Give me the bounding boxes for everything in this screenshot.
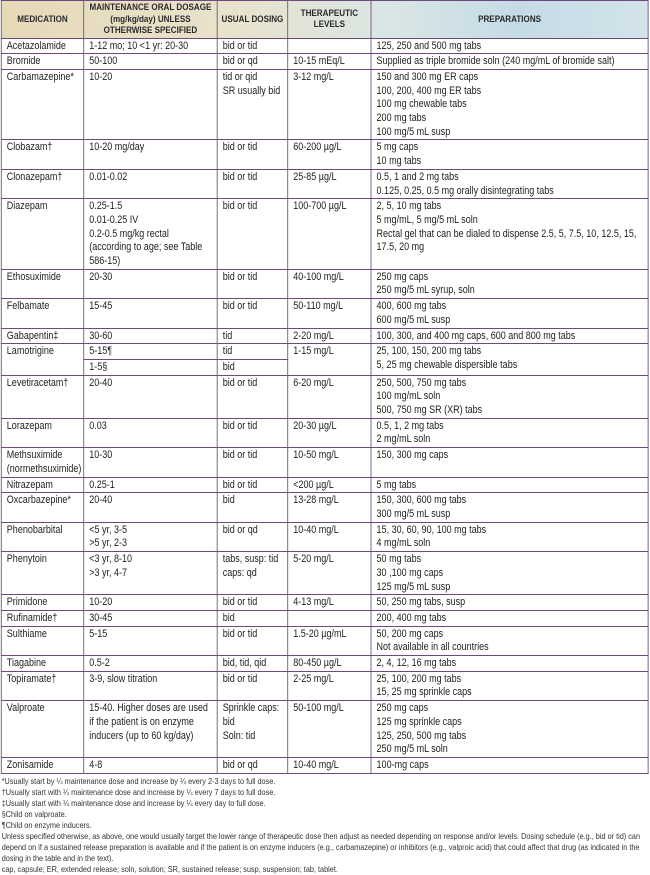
levels-cell: 50-100 mg/L (288, 701, 371, 758)
footnote: ‡Usually start with ¼ maintenance dose and increase by ¼ every day to full dose. (1, 797, 266, 808)
levels-cell: 1-15 mg/L (288, 344, 371, 375)
header-usual-dosing: USUAL DOSING (217, 1, 288, 39)
medication-cell: Lorazepam (1, 418, 83, 447)
table-row (1, 522, 648, 551)
table-row (1, 375, 648, 418)
dosage-cell: 4-8 (84, 757, 217, 773)
table-row (1, 269, 648, 298)
dosage-cell: 5-15¶ (84, 344, 217, 360)
table-row (1, 54, 648, 70)
medication-cell: Ethosuximide (1, 269, 83, 298)
medication-cell: Phenytoin (1, 552, 83, 595)
dosing-cell: tabs, susp: tid caps: qd (217, 552, 288, 595)
table-row (1, 656, 648, 672)
footnote: †Usually start with ¼ maintenance dose and increase by ¼ every 7 days to full dose. (1, 786, 276, 797)
levels-cell (288, 610, 371, 626)
preparations-cell: 25, 100, 200 mg tabs 15, 25 mg sprinkle caps (371, 671, 648, 700)
dosing-cell: bid or tid (217, 375, 288, 418)
dosage-cell: <5 yr, 3-5 >5 yr, 2-3 (84, 522, 217, 551)
dosage-cell: 0.03 (84, 418, 217, 447)
medication-cell: Carbamazepine* (1, 69, 83, 140)
medication-cell: Bromide (1, 54, 83, 70)
dosage-cell: 20-40 (84, 493, 217, 522)
dosage-cell: 20-30 (84, 269, 217, 298)
medication-cell: Primidone (1, 595, 83, 611)
medication-cell: Phenobarbital (1, 522, 83, 551)
preparations-cell: 150 and 300 mg ER caps 100, 200, 400 mg ER tabs 100 mg chewable tabs 200 mg tabs 100 mg/5 mL susp (371, 69, 648, 140)
levels-cell: 10-40 mg/L (288, 522, 371, 551)
preparations-cell: 100, 300, and 400 mg caps, 600 and 800 mg tabs (371, 328, 648, 344)
table-row (1, 701, 648, 758)
dosage-cell: <3 yr, 8-10 >3 yr, 4-7 (84, 552, 217, 595)
dosage-cell: 0.01-0.02 (84, 169, 217, 198)
dosage-cell: 10-20 mg/day (84, 140, 217, 169)
preparations-cell: 15, 30, 60, 90, 100 mg tabs 4 mg/mL soln (371, 522, 648, 551)
levels-cell: 2-25 mg/L (288, 671, 371, 700)
medication-cell: Clonazepam† (1, 169, 83, 198)
levels-cell: 10-15 mEq/L (288, 54, 371, 70)
levels-cell: <200 µg/L (288, 477, 371, 493)
dosage-cell: 50-100 (84, 54, 217, 70)
table-row (1, 344, 648, 360)
footnote: ¶Child on enzyme inducers. (1, 819, 92, 830)
table-row (1, 38, 648, 54)
medication-cell: Diazepam (1, 199, 83, 270)
preparations-cell: 25, 100, 150, 200 mg tabs 5, 25 mg chewable dispersible tabs (371, 344, 648, 375)
footnote: cap, capsule; ER, extended release; soln, solution; SR, sustained release; susp, suspension; tab, tablet. (1, 863, 338, 874)
dosing-cell: bid (217, 610, 288, 626)
table-row (1, 169, 648, 198)
dosing-cell: bid or tid (217, 448, 288, 477)
levels-cell: 25-85 µg/L (288, 169, 371, 198)
dosing-cell: tid (217, 344, 288, 360)
dosing-cell: bid or tid (217, 477, 288, 493)
dosage-cell: 0.5-2 (84, 656, 217, 672)
header-therapeutic-levels: THERAPEUTIC LEVELS (288, 1, 371, 39)
dosing-cell: bid or tid (217, 169, 288, 198)
dosage-cell: 15-45 (84, 299, 217, 328)
levels-cell: 50-110 mg/L (288, 299, 371, 328)
preparations-cell: 50 mg tabs 30 ,100 mg caps 125 mg/5 mL susp (371, 552, 648, 595)
dosage-cell: 30-60 (84, 328, 217, 344)
table-header-row (1, 1, 648, 39)
table-row (1, 199, 648, 270)
levels-cell: 4-13 mg/L (288, 595, 371, 611)
preparations-cell: 50, 200 mg caps Not available in all countries (371, 626, 648, 655)
dosing-cell: bid, tid, qid (217, 656, 288, 672)
medication-cell: Oxcarbazepine* (1, 493, 83, 522)
medication-cell: Acetazolamide (1, 38, 83, 54)
medication-table (1, 0, 649, 774)
table-row (1, 493, 648, 522)
levels-cell: 13-28 mg/L (288, 493, 371, 522)
table-row (1, 418, 648, 447)
preparations-cell: 100-mg caps (371, 757, 648, 773)
dosing-cell: bid or tid (217, 140, 288, 169)
levels-cell: 1.5-20 µg/mL (288, 626, 371, 655)
dosage-cell: 1-5§ (84, 359, 217, 375)
preparations-cell: 2, 4, 12, 16 mg tabs (371, 656, 648, 672)
table-row (1, 757, 648, 773)
medication-cell: Felbamate (1, 299, 83, 328)
dosage-cell: 3-9, slow titration (84, 671, 217, 700)
preparations-cell: 150, 300 mg caps (371, 448, 648, 477)
medication-cell: Tiagabine (1, 656, 83, 672)
dosing-cell: bid or tid (217, 199, 288, 270)
dosing-cell: bid or qd (217, 54, 288, 70)
header-maintenance-dosage: MAINTENANCE ORAL DOSAGE (mg/kg/day) UNLESS OTHERWISE SPECIFIED (84, 1, 217, 39)
preparations-cell: 250 mg caps 125 mg sprinkle caps 125, 250, 500 mg tabs 250 mg/5 mL soln (371, 701, 648, 758)
preparations-cell: 250, 500, 750 mg tabs 100 mg/mL soln 500, 750 mg SR (XR) tabs (371, 375, 648, 418)
preparations-cell: Supplied as triple bromide soln (240 mg/mL of bromide salt) (371, 54, 648, 70)
medication-cell: Clobazam† (1, 140, 83, 169)
table-row (1, 69, 648, 140)
levels-cell: 40-100 mg/L (288, 269, 371, 298)
medication-cell: Topiramate† (1, 671, 83, 700)
preparations-cell: 200, 400 mg tabs (371, 610, 648, 626)
table-row (1, 299, 648, 328)
table-body (1, 38, 648, 773)
levels-cell: 10-40 mg/L (288, 757, 371, 773)
dosage-cell: 1-12 mo; 10 <1 yr: 20-30 (84, 38, 217, 54)
medication-cell: Rufinamide† (1, 610, 83, 626)
dosage-cell: 20-40 (84, 375, 217, 418)
footnote: Unless specified otherwise, as above, one would usually target the lower range of therapeutic dose then adjust as needed depending on response and/or levels. Dosing schedule (e.g., bid or tid) can depend on if a sustained release preparation is available and if the patient is on enzyme inducers (e.g., carbamazepine) or inhibitors (e.g., valproic acid) that could affect that drug (as indicated in the dosing in the table and in the text). (1, 830, 641, 863)
levels-cell: 100-700 µg/L (288, 199, 371, 270)
levels-cell: 5-20 mg/L (288, 552, 371, 595)
dosage-cell: 0.25-1.5 0.01-0.25 IV 0.2-0.5 mg/kg rectal (according to age; see Table 586-15) (84, 199, 217, 270)
levels-cell: 80-450 µg/L (288, 656, 371, 672)
dosing-cell: bid or qd (217, 522, 288, 551)
medication-cell: Nitrazepam (1, 477, 83, 493)
table-row (1, 626, 648, 655)
table-row (1, 610, 648, 626)
footnote: *Usually start by ¼ maintenance dose and increase by ¼ every 2-3 days to full dose. (1, 775, 276, 786)
dosage-cell: 10-20 (84, 595, 217, 611)
table-row (1, 595, 648, 611)
header-medication: MEDICATION (1, 1, 83, 39)
dosage-cell: 15-40. Higher doses are used if the patient is on enzyme inducers (up to 60 kg/day) (84, 701, 217, 758)
dosage-cell: 5-15 (84, 626, 217, 655)
table-row (1, 328, 648, 344)
medication-cell: Levetiracetam† (1, 375, 83, 418)
medication-cell: Sulthiame (1, 626, 83, 655)
levels-cell: 6-20 mg/L (288, 375, 371, 418)
medication-cell: Lamotrigine (1, 344, 83, 375)
dosing-cell: bid or tid (217, 671, 288, 700)
dosage-cell: 30-45 (84, 610, 217, 626)
levels-cell: 2-20 mg/L (288, 328, 371, 344)
levels-cell: 60-200 µg/L (288, 140, 371, 169)
dosing-cell: tid or qid SR usually bid (217, 69, 288, 140)
medication-cell: Zonisamide (1, 757, 83, 773)
dosing-cell: bid or tid (217, 595, 288, 611)
levels-cell (288, 38, 371, 54)
table-row (1, 140, 648, 169)
levels-cell: 10-50 mg/L (288, 448, 371, 477)
dosing-cell: bid or tid (217, 418, 288, 447)
table-row (1, 671, 648, 700)
dosage-cell: 10-20 (84, 69, 217, 140)
header-preparations: PREPARATIONS (371, 1, 648, 39)
footnote: §Child on valproate. (1, 808, 67, 819)
dosing-cell: bid or tid (217, 626, 288, 655)
table-row (1, 477, 648, 493)
levels-cell: 20-30 µg/L (288, 418, 371, 447)
levels-cell: 3-12 mg/L (288, 69, 371, 140)
dosage-cell: 10-30 (84, 448, 217, 477)
preparations-cell: 125, 250 and 500 mg tabs (371, 38, 648, 54)
preparations-cell: 5 mg tabs (371, 477, 648, 493)
preparations-cell: 0.5, 1, 2 mg tabs 2 mg/mL soln (371, 418, 648, 447)
table-row (1, 552, 648, 595)
preparations-cell: 5 mg caps 10 mg tabs (371, 140, 648, 169)
preparations-cell: 2, 5, 10 mg tabs 5 mg/mL, 5 mg/5 mL soln Rectal gel that can be dialed to dispense 2.5, 5, 7.5, 10, 12.5, 15, 17.5, 20 mg (371, 199, 648, 270)
table-row (1, 448, 648, 477)
preparations-cell: 50, 250 mg tabs, susp (371, 595, 648, 611)
dosing-cell: Sprinkle caps: bid Soln: tid (217, 701, 288, 758)
dosing-cell: bid (217, 493, 288, 522)
medication-cell: Gabapentin‡ (1, 328, 83, 344)
dosing-cell: bid (217, 359, 288, 375)
dosing-cell: tid (217, 328, 288, 344)
table-footnotes (0, 774, 649, 875)
medication-cell: Valproate (1, 701, 83, 758)
preparations-cell: 150, 300, 600 mg tabs 300 mg/5 mL susp (371, 493, 648, 522)
preparations-cell: 400, 600 mg tabs 600 mg/5 mL susp (371, 299, 648, 328)
dosing-cell: bid or qd (217, 757, 288, 773)
dosage-cell: 0.25-1 (84, 477, 217, 493)
medication-cell: Methsuximide (normethsuximide) (1, 448, 83, 477)
preparations-cell: 0.5, 1 and 2 mg tabs 0.125, 0.25, 0.5 mg orally disintegrating tabs (371, 169, 648, 198)
dosing-cell: bid or tid (217, 38, 288, 54)
preparations-cell: 250 mg caps 250 mg/5 mL syrup, soln (371, 269, 648, 298)
dosing-cell: bid or tid (217, 299, 288, 328)
dosing-cell: bid or tid (217, 269, 288, 298)
